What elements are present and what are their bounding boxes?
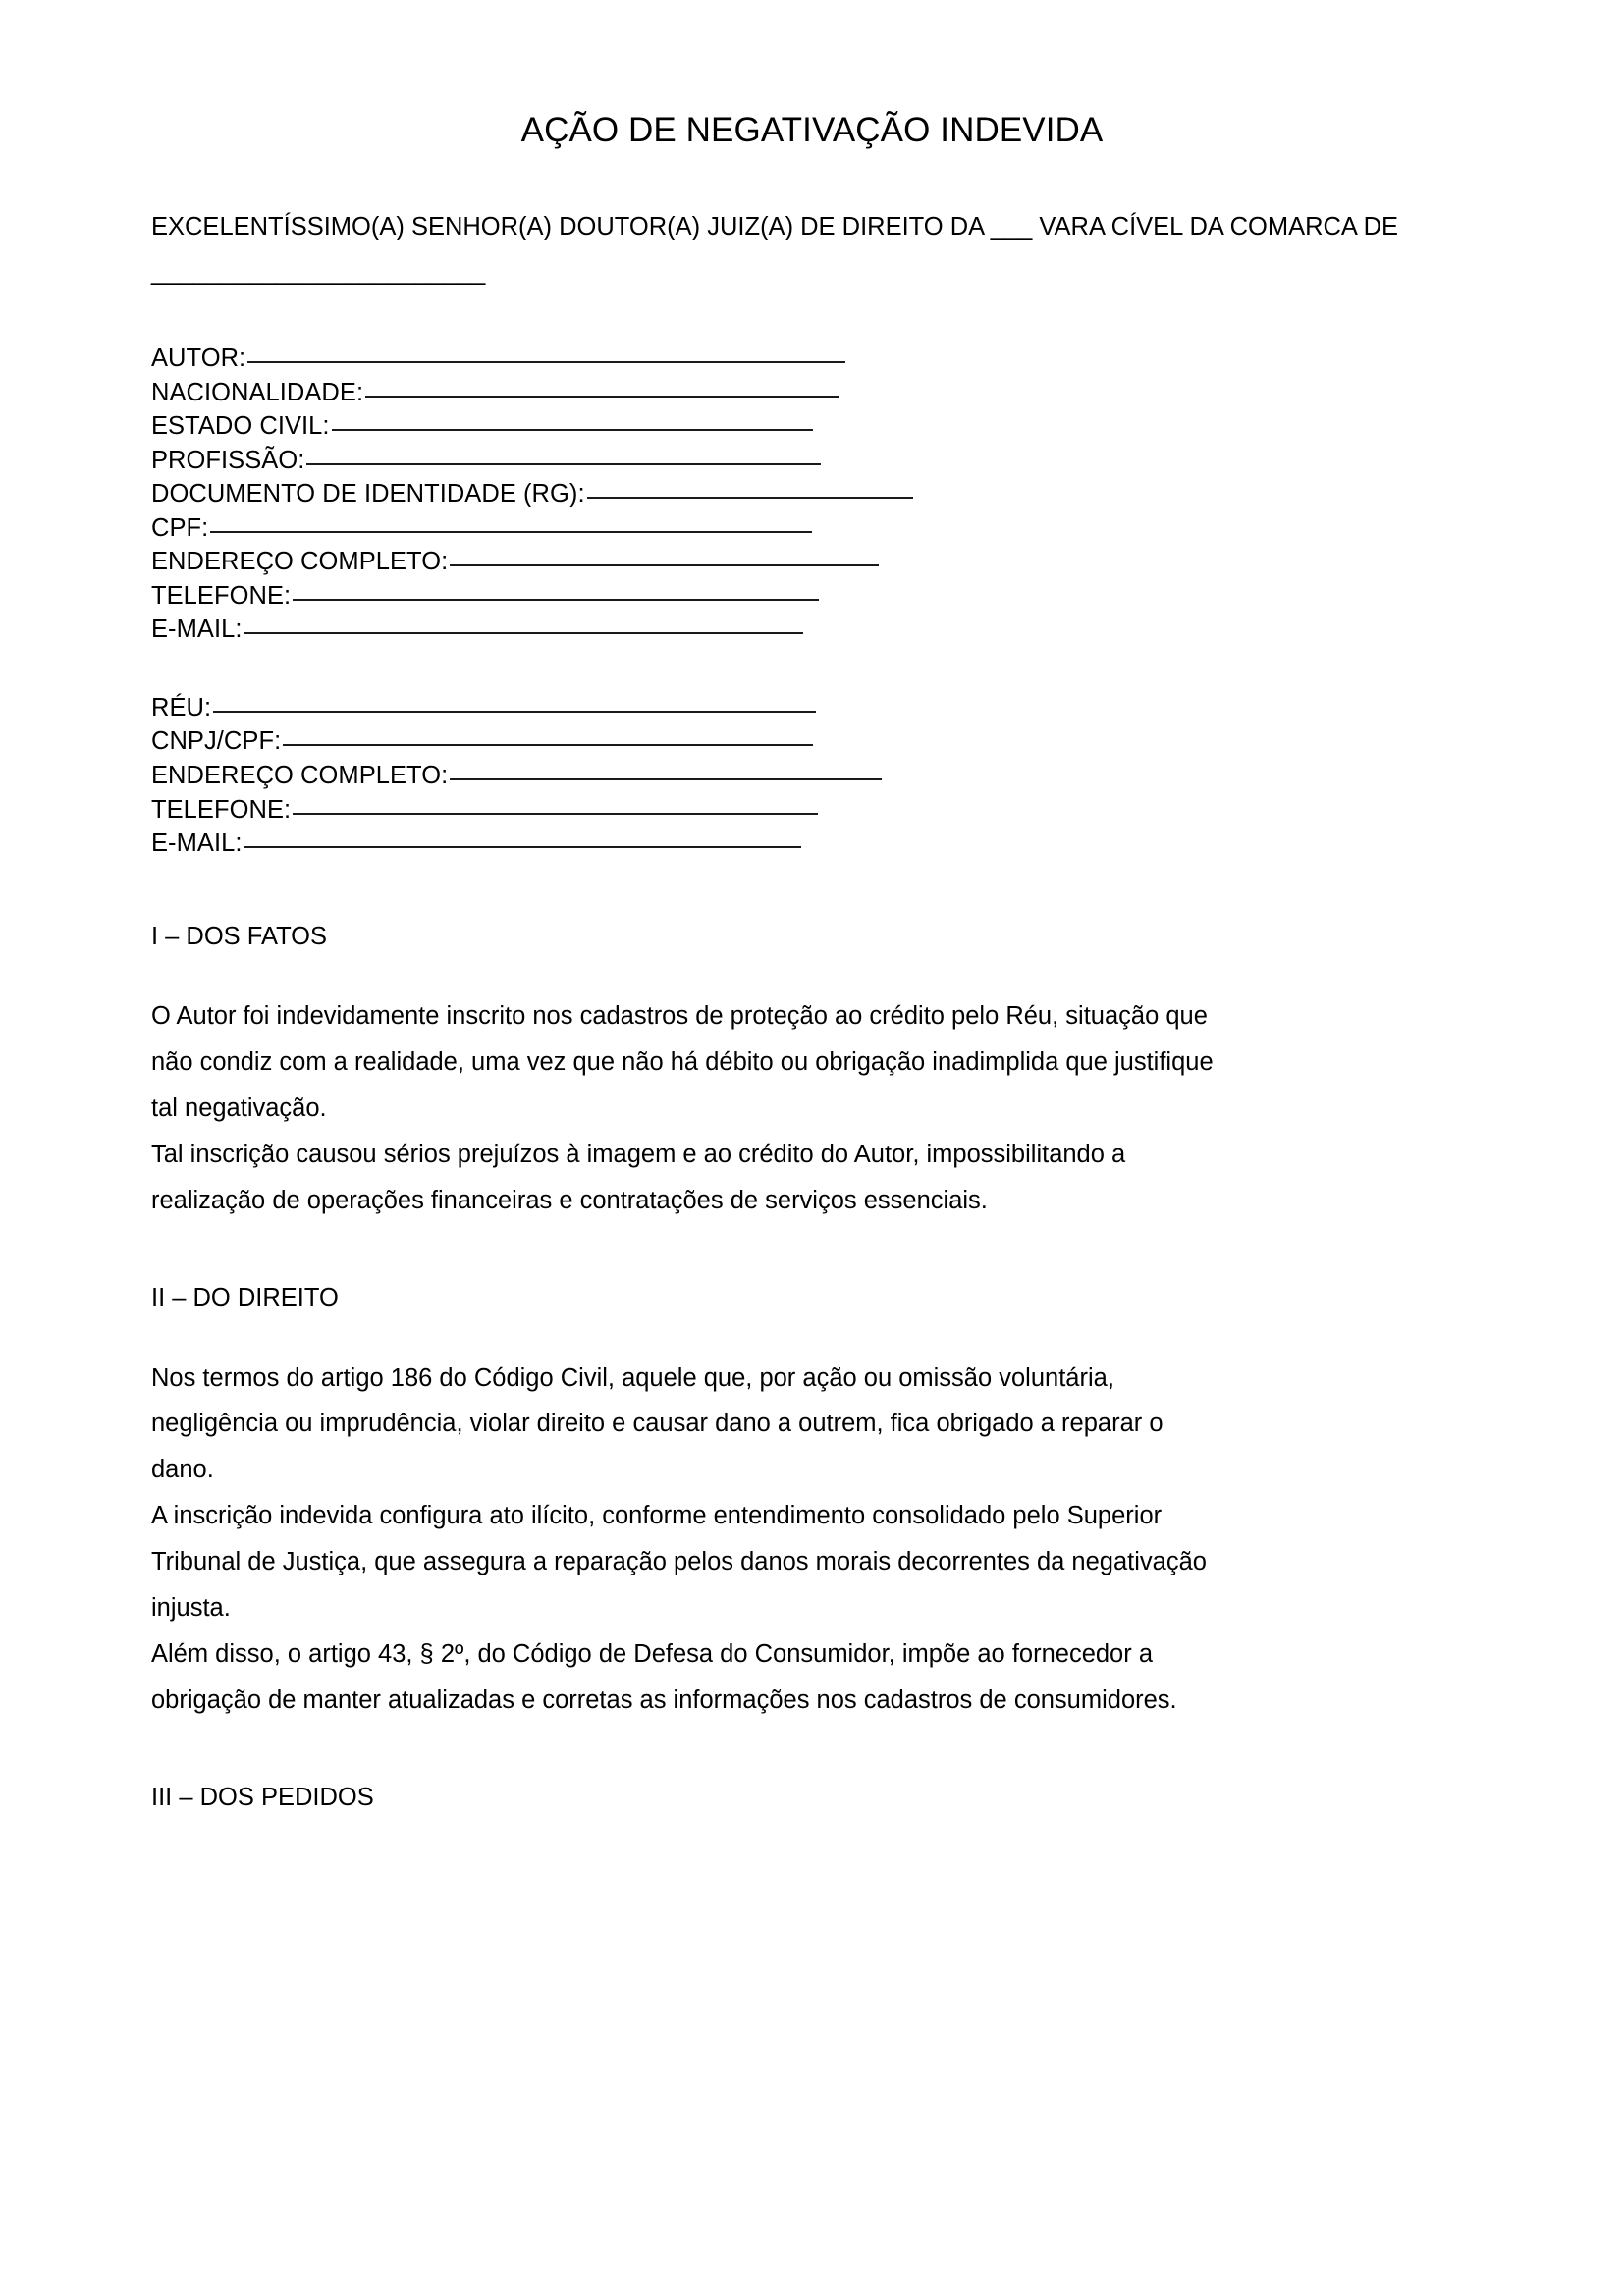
- paragraph-line: Tribunal de Justiça, que assegura a reparação pelos danos morais decorrentes da negativação: [151, 1548, 1207, 1576]
- document-content: [151, 0, 1473, 1816]
- addressing-blank-line: ________________________: [151, 257, 486, 286]
- field-label: PROFISSÃO:: [151, 446, 305, 474]
- paragraph-line: Nos termos do artigo 186 do Código Civil, aquele que, por ação ou omissão voluntária,: [151, 1363, 1114, 1392]
- field-blank-rule[interactable]: [244, 846, 801, 848]
- body-paragraph: [151, 1132, 1359, 1224]
- field-row: [151, 409, 1473, 444]
- field-label: CNPJ/CPF:: [151, 727, 282, 756]
- field-blank-rule[interactable]: [213, 711, 816, 713]
- field-blank-rule[interactable]: [244, 632, 803, 634]
- section-heading: III – DOS PEDIDOS: [151, 1783, 374, 1811]
- field-row: [151, 444, 1473, 478]
- field-blank-rule[interactable]: [450, 778, 882, 780]
- field-label: AUTOR:: [151, 345, 246, 372]
- field-label: CPF:: [151, 513, 209, 542]
- field-row: [151, 511, 1473, 546]
- field-row: [151, 613, 1473, 647]
- section-heading: II – DO DIREITO: [151, 1283, 339, 1311]
- paragraph-line: tal negativação.: [151, 1095, 327, 1123]
- court-addressing-block: [151, 205, 1473, 294]
- field-row: [151, 545, 1473, 579]
- section-heading: I – DOS FATOS: [151, 922, 328, 950]
- field-label: TELEFONE:: [151, 795, 292, 824]
- field-row: [151, 691, 1473, 725]
- field-label: E-MAIL:: [151, 829, 243, 858]
- field-blank-rule[interactable]: [293, 813, 818, 815]
- field-blank-rule[interactable]: [247, 361, 845, 363]
- field-label: DOCUMENTO DE IDENTIDADE (RG):: [151, 480, 585, 508]
- field-row: [151, 793, 1473, 828]
- field-label: TELEFONE:: [151, 581, 292, 610]
- field-row: [151, 827, 1473, 861]
- field-row: [151, 342, 1473, 376]
- field-blank-rule[interactable]: [332, 429, 813, 431]
- field-blank-rule[interactable]: [293, 599, 819, 601]
- paragraph-line: Além disso, o artigo 43, § 2º, do Código de Defesa do Consumidor, impõe ao fornecedor a: [151, 1640, 1153, 1668]
- field-label: RÉU:: [151, 693, 212, 721]
- body-paragraph: [151, 993, 1359, 1132]
- body-paragraph: [151, 1631, 1359, 1724]
- field-label: ENDEREÇO COMPLETO:: [151, 762, 449, 790]
- field-blank-rule[interactable]: [283, 744, 813, 746]
- field-label: NACIONALIDADE:: [151, 378, 364, 406]
- field-label: E-MAIL:: [151, 615, 243, 644]
- field-row: [151, 724, 1473, 759]
- field-blank-rule[interactable]: [587, 497, 913, 499]
- field-blank-rule[interactable]: [306, 463, 821, 465]
- paragraph-line: A inscrição indevida configura ato ilícito, conforme entendimento consolidado pelo Superior: [151, 1502, 1163, 1530]
- paragraph-line: negligência ou imprudência, violar direito e causar dano a outrem, fica obrigado a reparar o: [151, 1410, 1164, 1438]
- paragraph-line: realização de operações financeiras e contratações de serviços essenciais.: [151, 1186, 988, 1214]
- author-party-block: [151, 342, 1473, 647]
- field-row: [151, 376, 1473, 410]
- paragraph-line: dano.: [151, 1456, 214, 1484]
- defendant-party-block: [151, 691, 1473, 861]
- field-label: ESTADO CIVIL:: [151, 412, 330, 441]
- paragraph-line: injusta.: [151, 1594, 231, 1623]
- field-blank-rule[interactable]: [450, 564, 879, 566]
- body-paragraph: [151, 1356, 1359, 1494]
- field-row: [151, 579, 1473, 614]
- field-blank-rule[interactable]: [210, 531, 812, 533]
- paragraph-line: obrigação de manter atualizadas e corretas as informações nos cadastros de consumidores.: [151, 1685, 1177, 1714]
- sections-container: [151, 920, 1473, 1816]
- field-row: [151, 477, 1473, 511]
- addressing-line-1: EXCELENTÍSSIMO(A) SENHOR(A) DOUTOR(A) JUIZ(A) DE DIREITO DA ___ VARA CÍVEL DA COMARCA DE: [151, 213, 1399, 241]
- paragraph-line: O Autor foi indevidamente inscrito nos cadastros de proteção ao crédito pelo Réu, situação que: [151, 1002, 1208, 1031]
- field-label: ENDEREÇO COMPLETO:: [151, 548, 449, 576]
- body-paragraph: [151, 1493, 1359, 1631]
- field-row: [151, 759, 1473, 793]
- field-blank-rule[interactable]: [365, 396, 839, 398]
- paragraph-line: não condiz com a realidade, uma vez que não há débito ou obrigação inadimplida que justifique: [151, 1048, 1214, 1077]
- page-title: AÇÃO DE NEGATIVAÇÃO INDEVIDA: [520, 111, 1104, 149]
- paragraph-line: Tal inscrição causou sérios prejuízos à imagem e ao crédito do Autor, impossibilitando a: [151, 1141, 1126, 1169]
